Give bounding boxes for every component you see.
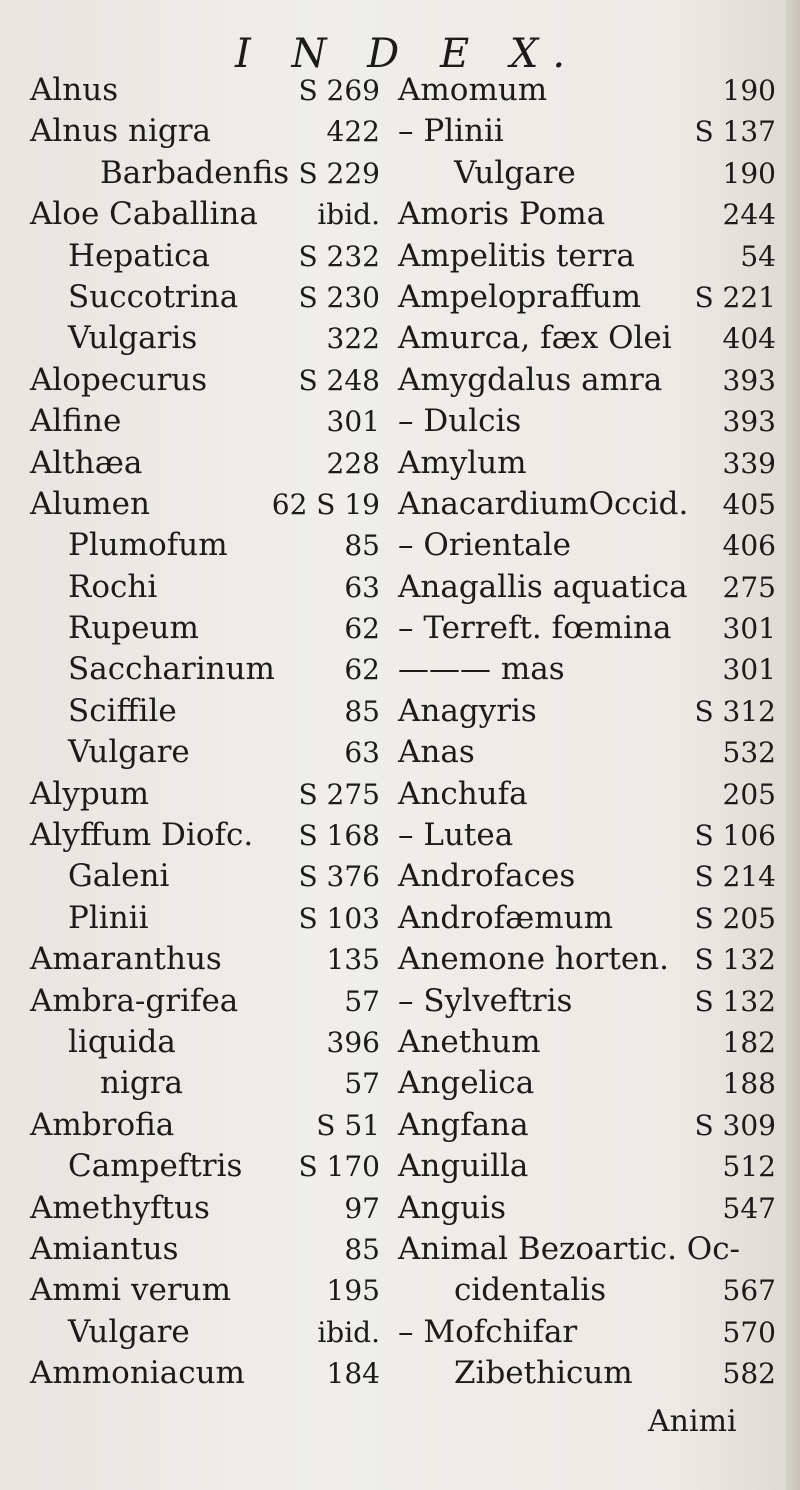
- index-entry: [398, 1270, 776, 1311]
- index-entry: [398, 318, 776, 359]
- index-term: Amygdalus amra: [398, 361, 663, 398]
- index-term: Vulgare: [454, 154, 576, 191]
- index-entry: [30, 525, 380, 566]
- index-entry: [30, 1022, 380, 1063]
- page-reference: 62: [344, 653, 380, 687]
- index-term: – Sylveftris: [398, 982, 573, 1019]
- page-reference: 301: [722, 653, 776, 687]
- page-reference: S 170: [298, 1150, 380, 1184]
- index-term: Alfine: [30, 403, 122, 440]
- index-entry: [398, 608, 776, 649]
- index-entry: [398, 70, 776, 111]
- index-term: Saccharinum: [68, 651, 275, 688]
- page-reference: 567: [722, 1274, 776, 1308]
- index-entry: [30, 939, 380, 980]
- index-entry: [30, 649, 380, 690]
- page-reference: 190: [722, 74, 776, 107]
- index-entry: [398, 898, 776, 939]
- index-term: Amiantus: [30, 1230, 179, 1267]
- index-term: Amoris Poma: [398, 196, 606, 233]
- index-term: Vulgare: [68, 734, 190, 771]
- index-term: Amurca, fæx Olei: [398, 320, 672, 357]
- index-term: cidentalis: [454, 1272, 607, 1309]
- index-entry: [398, 567, 776, 608]
- index-term: Anguilla: [398, 1148, 529, 1185]
- page-reference: ibid.: [317, 1315, 380, 1349]
- page-reference: S 376: [298, 860, 380, 894]
- page-reference: 205: [722, 777, 776, 811]
- index-entry: [30, 567, 380, 608]
- index-entry: [398, 981, 776, 1022]
- index-entry: [30, 774, 380, 815]
- index-entry: [30, 443, 380, 484]
- index-term: Ampelitis terra: [398, 237, 635, 274]
- page-reference: 406: [722, 529, 776, 563]
- page-reference: 184: [326, 1357, 380, 1391]
- page-reference: 228: [326, 446, 380, 480]
- index-entry: [398, 1105, 776, 1146]
- index-term: nigra: [100, 1065, 184, 1102]
- index-entry: [30, 815, 380, 856]
- index-term: Vulgaris: [68, 320, 198, 357]
- page-reference: 404: [722, 322, 776, 356]
- index-entry: [398, 649, 776, 690]
- index-entry: [30, 1188, 380, 1229]
- index-entry: [30, 691, 380, 732]
- page-reference: S 214: [694, 860, 776, 894]
- index-term: Anguis: [398, 1189, 506, 1226]
- page-reference: 190: [722, 156, 776, 190]
- index-entry: [30, 194, 380, 235]
- page-reference: 322: [326, 322, 380, 356]
- index-term: Anagallis aquatica: [398, 568, 688, 605]
- index-term: Angfana: [398, 1106, 529, 1143]
- index-term: Alnus: [30, 72, 119, 108]
- page-reference: S 132: [694, 943, 776, 977]
- index-entry: [398, 1353, 776, 1394]
- index-term: Althæa: [30, 444, 143, 481]
- index-term: – Lutea: [398, 817, 514, 854]
- index-term: Anchufa: [398, 775, 528, 812]
- index-entry: [398, 236, 776, 277]
- index-entry: [30, 1105, 380, 1146]
- index-term: Vulgare: [68, 1313, 190, 1350]
- page-reference: S 248: [298, 363, 380, 397]
- page-reference: 135: [326, 943, 380, 977]
- page-reference: 396: [326, 1025, 380, 1059]
- index-term: Zibethicum: [454, 1355, 633, 1392]
- index-entry: [30, 856, 380, 897]
- page-reference: 188: [722, 1067, 776, 1101]
- index-entry: [30, 111, 380, 152]
- index-term: Amaranthus: [30, 941, 222, 978]
- index-entry: [398, 815, 776, 856]
- index-term: Sciffile: [68, 692, 177, 729]
- index-term: Alyffum Diofc.: [30, 817, 254, 854]
- index-term: Alumen: [30, 485, 150, 522]
- index-entry: [398, 443, 776, 484]
- page-reference: 405: [722, 487, 776, 521]
- index-term: Ambra-grifea: [30, 982, 239, 1019]
- index-entry: [398, 1188, 776, 1229]
- page-reference: S 103: [298, 901, 380, 935]
- index-entry: [398, 1022, 776, 1063]
- index-entry: [30, 1270, 380, 1311]
- index-entry: [398, 856, 776, 897]
- index-entry: [30, 70, 380, 111]
- index-term: – Mofchifar: [398, 1313, 578, 1350]
- page-reference: 85: [344, 694, 380, 728]
- index-term: Anas: [398, 734, 475, 771]
- page-reference: 57: [344, 984, 380, 1018]
- page-reference: 547: [722, 1191, 776, 1225]
- index-entry: [30, 236, 380, 277]
- index-term: Animal Bezoartic. Oc-: [398, 1230, 741, 1267]
- page-reference: S 309: [694, 1108, 776, 1142]
- page-reference: 244: [722, 198, 776, 232]
- index-entry: [398, 939, 776, 980]
- index-entry: [398, 525, 776, 566]
- index-term: Aloe Caballina: [30, 196, 258, 233]
- page-reference: 63: [344, 736, 380, 770]
- index-term: Androfaces: [398, 858, 576, 895]
- index-entry: [398, 153, 776, 194]
- index-entry: [30, 1146, 380, 1187]
- page-reference: S 205: [694, 901, 776, 935]
- page-reference: S 230: [298, 280, 380, 314]
- index-term: Galeni: [68, 858, 170, 895]
- page-reference: 182: [722, 1025, 776, 1059]
- index-term: Ambrofia: [30, 1106, 175, 1143]
- index-term: Alopecurus: [30, 361, 208, 398]
- index-term: Rochi: [68, 568, 158, 605]
- page-reference: 582: [722, 1357, 776, 1391]
- page-reference: ibid.: [317, 198, 380, 232]
- page-reference: S 312: [694, 694, 776, 728]
- page-reference: S 106: [694, 819, 776, 853]
- index-entry: [398, 360, 776, 401]
- index-entry: [30, 732, 380, 773]
- index-entry: [398, 401, 776, 442]
- index-entry: [398, 1312, 776, 1353]
- page-reference: 97: [344, 1191, 380, 1225]
- right-column: [398, 70, 776, 1395]
- index-entry: [30, 1063, 380, 1104]
- index-entry: [398, 1146, 776, 1187]
- index-term: – Plinii: [398, 113, 504, 150]
- page-reference: 301: [722, 612, 776, 646]
- index-entry: [398, 277, 776, 318]
- index-entry: [30, 484, 380, 525]
- page-reference: S 269: [298, 74, 380, 107]
- page-reference: 54: [740, 239, 776, 273]
- index-entry: [398, 1063, 776, 1104]
- index-entry: [30, 1312, 380, 1353]
- page-reference: 512: [722, 1150, 776, 1184]
- page-reference: 85: [344, 529, 380, 563]
- index-entry: [398, 111, 776, 152]
- index-term: ——— mas: [398, 651, 565, 688]
- page-reference: 393: [722, 363, 776, 397]
- index-entry: [398, 1229, 776, 1270]
- index-entry: [30, 360, 380, 401]
- index-term: Plinii: [68, 899, 149, 936]
- index-entry: [398, 194, 776, 235]
- index-term: Androfæmum: [398, 899, 614, 936]
- left-column: [30, 70, 380, 1395]
- index-entry: [30, 318, 380, 359]
- page-reference: S 51: [316, 1108, 380, 1142]
- page-reference: S 137: [694, 115, 776, 149]
- page-reference: 195: [326, 1274, 380, 1308]
- index-term: – Orientale: [398, 527, 572, 564]
- index-term: Campeftris: [68, 1148, 243, 1185]
- index-term: – Dulcis: [398, 403, 522, 440]
- index-entry: [30, 608, 380, 649]
- index-term: Plumofum: [68, 527, 228, 564]
- index-term: Amylum: [398, 444, 527, 481]
- index-entry: [30, 1353, 380, 1394]
- index-entry: [30, 401, 380, 442]
- page-reference: S 221: [694, 280, 776, 314]
- index-term: Anemone horten.: [398, 941, 669, 978]
- page-reference: S 168: [298, 819, 380, 853]
- index-term: AnacardiumOccid.: [398, 485, 689, 522]
- page-reference: 62 S 19: [271, 487, 380, 521]
- index-term: Rupeum: [68, 610, 199, 647]
- page-reference: 275: [722, 570, 776, 604]
- page-reference: 62: [344, 612, 380, 646]
- page-reference: 301: [326, 405, 380, 439]
- index-entry: [398, 774, 776, 815]
- page-edge: [786, 0, 800, 1490]
- page-reference: 57: [344, 1067, 380, 1101]
- index-term: Ammi verum: [30, 1272, 231, 1309]
- index-entry: [30, 277, 380, 318]
- index-entry: [30, 981, 380, 1022]
- page-reference: 85: [344, 1232, 380, 1266]
- index-term: Anethum: [398, 1023, 541, 1060]
- page-reference: 570: [722, 1315, 776, 1349]
- page-reference: 532: [722, 736, 776, 770]
- page-reference: 339: [722, 446, 776, 480]
- page-reference: S 132: [694, 984, 776, 1018]
- page-reference: S 275: [298, 777, 380, 811]
- index-term: Amomum: [398, 72, 548, 108]
- index-term: Barbadenfis: [100, 154, 290, 191]
- index-term: Alypum: [30, 775, 150, 812]
- page-reference: S 229: [298, 156, 380, 190]
- index-term: Amethyftus: [30, 1189, 210, 1226]
- page-title: I N D E X.: [234, 31, 580, 77]
- index-entry: [398, 691, 776, 732]
- index-entry: [30, 153, 380, 194]
- page-reference: S 232: [298, 239, 380, 273]
- index-term: – Terreft. fœmina: [398, 610, 672, 647]
- index-term: Hepatica: [68, 237, 210, 274]
- index-entry: [398, 732, 776, 773]
- page-reference: 422: [326, 115, 380, 149]
- catchword: Animi: [648, 1404, 737, 1439]
- page-reference: 393: [722, 405, 776, 439]
- index-term: Succotrina: [68, 278, 239, 315]
- index-entry: [30, 1229, 380, 1270]
- index-term: Alnus nigra: [30, 113, 212, 150]
- index-term: liquida: [68, 1023, 176, 1060]
- index-term: Ammoniacum: [30, 1355, 245, 1392]
- index-entry: [30, 898, 380, 939]
- index-entry: [398, 484, 776, 525]
- index-term: Ampelopraffum: [398, 278, 642, 315]
- index-term: Angelica: [398, 1065, 535, 1102]
- index-term: Anagyris: [398, 692, 537, 729]
- page-reference: 63: [344, 570, 380, 604]
